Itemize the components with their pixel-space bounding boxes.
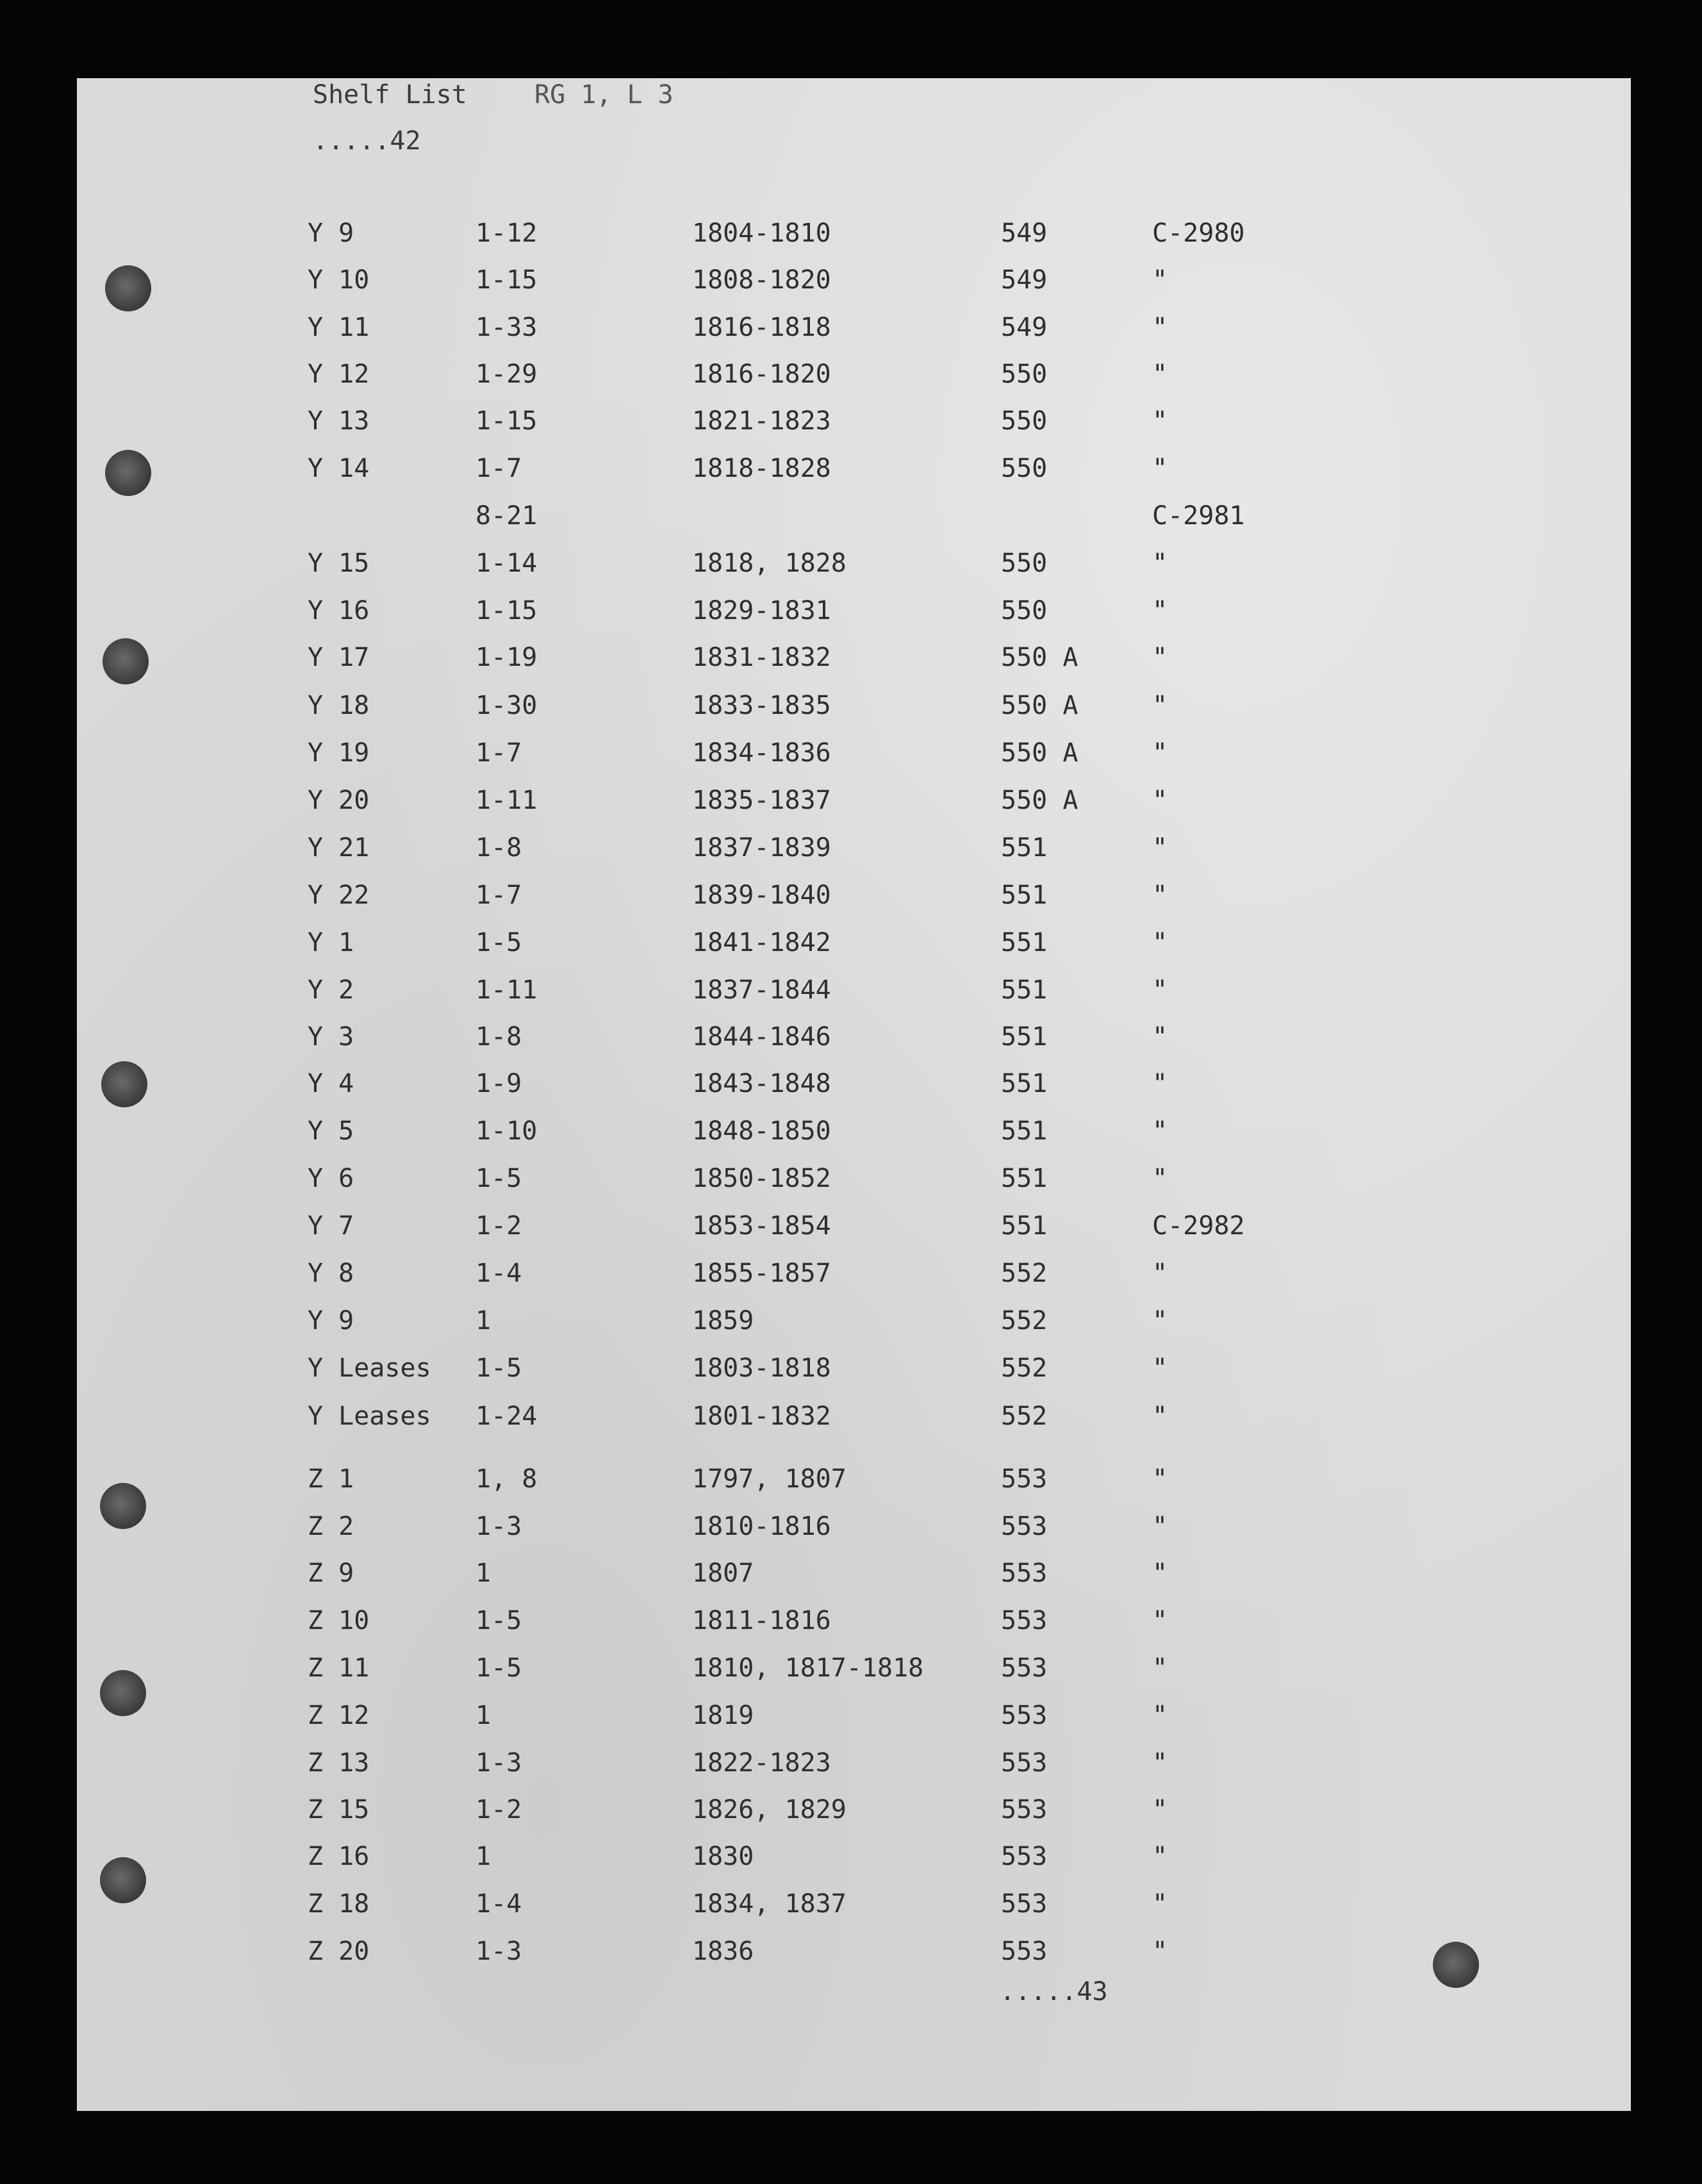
table-row <box>308 1258 1269 1289</box>
table-row <box>308 1116 1269 1146</box>
table-row <box>308 1605 1269 1636</box>
dates-cell: 1821-1823 <box>692 406 831 436</box>
range-cell: 1-19 <box>475 643 538 672</box>
reel-cell: " <box>1152 1116 1168 1146</box>
table-row <box>308 1794 1269 1825</box>
punch-hole <box>100 1483 146 1529</box>
item-cell: Y 10 <box>308 265 370 295</box>
item-cell: Z 18 <box>308 1889 370 1919</box>
range-cell: 1-5 <box>475 1653 522 1683</box>
box-cell: 553 <box>1001 1748 1048 1778</box>
item-cell: Y 7 <box>308 1211 354 1241</box>
reel-cell: " <box>1152 1653 1168 1683</box>
box-cell: 551 <box>1001 928 1048 957</box>
reel-cell: " <box>1152 1353 1168 1383</box>
table-row <box>308 1936 1269 1967</box>
dates-cell: 1816-1820 <box>692 360 831 389</box>
item-cell: Z 20 <box>308 1937 370 1966</box>
range-cell: 1 <box>475 1559 492 1588</box>
box-cell: 549 <box>1001 219 1048 248</box>
reel-cell: C-2981 <box>1152 501 1245 531</box>
punch-hole <box>103 638 149 684</box>
dates-cell: 1834, 1837 <box>692 1889 847 1919</box>
item-cell: Z 1 <box>308 1464 354 1494</box>
range-cell: 1-4 <box>475 1259 522 1288</box>
box-cell: 553 <box>1001 1842 1048 1871</box>
reel-cell: " <box>1152 691 1168 720</box>
box-cell: 553 <box>1001 1559 1048 1588</box>
table-row <box>308 690 1269 721</box>
dates-cell: 1810, 1817-1818 <box>692 1653 924 1683</box>
item-cell: Y 3 <box>308 1022 354 1052</box>
table-row <box>308 265 1269 295</box>
box-cell: 551 <box>1001 975 1048 1005</box>
reel-cell: " <box>1152 1512 1168 1541</box>
item-cell: Y 18 <box>308 691 370 720</box>
reel-cell: " <box>1152 1259 1168 1288</box>
range-cell: 1-2 <box>475 1211 522 1241</box>
range-cell: 1-8 <box>475 1022 522 1052</box>
reel-cell: " <box>1152 738 1168 768</box>
dates-cell: 1818-1828 <box>692 454 831 483</box>
box-cell: 551 <box>1001 1069 1048 1098</box>
box-cell: 552 <box>1001 1402 1048 1431</box>
range-cell: 1 <box>475 1842 492 1871</box>
dates-cell: 1803-1818 <box>692 1353 831 1383</box>
box-cell: 553 <box>1001 1464 1048 1494</box>
punch-hole <box>1433 1942 1479 1988</box>
table-row <box>308 1211 1269 1241</box>
table-row <box>308 1305 1269 1336</box>
reel-cell: " <box>1152 1402 1168 1431</box>
item-cell: Y 4 <box>308 1069 354 1098</box>
table-row <box>308 880 1269 911</box>
box-cell: 552 <box>1001 1353 1048 1383</box>
reel-cell: " <box>1152 643 1168 672</box>
dates-cell: 1853-1854 <box>692 1211 831 1241</box>
range-cell: 1-5 <box>475 1606 522 1635</box>
item-cell: Z 15 <box>308 1795 370 1824</box>
reel-cell: C-2982 <box>1152 1211 1245 1241</box>
dates-cell: 1843-1848 <box>692 1069 831 1098</box>
range-cell: 1-5 <box>475 928 522 957</box>
item-cell: Y 11 <box>308 313 370 342</box>
item-cell: Y 5 <box>308 1116 354 1146</box>
dates-cell: 1816-1818 <box>692 313 831 342</box>
range-cell: 1-2 <box>475 1795 522 1824</box>
reel-cell: " <box>1152 454 1168 483</box>
reel-cell: " <box>1152 1842 1168 1871</box>
dates-cell: 1829-1831 <box>692 596 831 625</box>
range-cell: 1-3 <box>475 1748 522 1778</box>
table-row <box>308 218 1269 249</box>
dates-cell: 1839-1840 <box>692 881 831 910</box>
range-cell: 1-15 <box>475 596 538 625</box>
table-row <box>308 548 1269 579</box>
punch-hole <box>105 450 151 496</box>
range-cell: 1-11 <box>475 975 538 1005</box>
item-cell: Y 16 <box>308 596 370 625</box>
box-cell: 551 <box>1001 1211 1048 1241</box>
reel-cell: " <box>1152 406 1168 436</box>
range-cell: 1-33 <box>475 313 538 342</box>
dates-cell: 1830 <box>692 1842 754 1871</box>
box-cell: 550 <box>1001 454 1048 483</box>
item-cell: Y 6 <box>308 1164 354 1193</box>
range-cell: 8-21 <box>475 501 538 531</box>
range-cell: 1-9 <box>475 1069 522 1098</box>
box-cell: 550 <box>1001 596 1048 625</box>
reel-cell: " <box>1152 1795 1168 1824</box>
item-cell: Z 11 <box>308 1653 370 1683</box>
table-row <box>308 1653 1269 1684</box>
punch-hole <box>100 1857 146 1903</box>
item-cell: Y 2 <box>308 975 354 1005</box>
punch-hole <box>100 1670 146 1716</box>
table-row <box>308 1841 1269 1872</box>
item-cell: Y 9 <box>308 1306 354 1336</box>
item-cell: Y 12 <box>308 360 370 389</box>
table-row <box>308 500 1269 531</box>
range-cell: 1-7 <box>475 738 522 768</box>
item-cell: Z 9 <box>308 1559 354 1588</box>
table-row <box>308 1558 1269 1589</box>
range-cell: 1-30 <box>475 691 538 720</box>
box-cell: 552 <box>1001 1259 1048 1288</box>
table-row <box>308 1464 1269 1494</box>
item-cell: Y 14 <box>308 454 370 483</box>
range-cell: 1-15 <box>475 406 538 436</box>
reel-cell: " <box>1152 975 1168 1005</box>
dates-cell: 1837-1844 <box>692 975 831 1005</box>
page-title: Shelf List <box>313 80 467 110</box>
punch-hole <box>105 265 151 311</box>
reel-cell: " <box>1152 928 1168 957</box>
table-row <box>308 975 1269 1005</box>
dates-cell: 1833-1835 <box>692 691 831 720</box>
box-cell: 552 <box>1001 1306 1048 1336</box>
reel-cell: " <box>1152 1937 1168 1966</box>
dates-cell: 1859 <box>692 1306 754 1336</box>
dates-cell: 1810-1816 <box>692 1512 831 1541</box>
dates-cell: 1831-1832 <box>692 643 831 672</box>
item-cell: Z 2 <box>308 1512 354 1541</box>
table-row <box>308 642 1269 673</box>
dates-cell: 1837-1839 <box>692 833 831 863</box>
box-cell: 551 <box>1001 1116 1048 1146</box>
item-cell: Y 1 <box>308 928 354 957</box>
item-cell: Z 16 <box>308 1842 370 1871</box>
reel-cell: " <box>1152 1069 1168 1098</box>
item-cell: Y 9 <box>308 219 354 248</box>
table-row <box>308 738 1269 768</box>
box-cell: 549 <box>1001 265 1048 295</box>
range-cell: 1-3 <box>475 1937 522 1966</box>
item-cell: Y Leases <box>308 1353 431 1383</box>
range-cell: 1-24 <box>475 1402 538 1431</box>
dates-cell: 1836 <box>692 1937 754 1966</box>
item-cell: Y 17 <box>308 643 370 672</box>
table-row <box>308 1401 1269 1432</box>
table-row <box>308 1068 1269 1099</box>
table-row <box>308 1022 1269 1052</box>
table-row <box>308 1163 1269 1194</box>
box-cell: 551 <box>1001 833 1048 863</box>
item-cell: Z 13 <box>308 1748 370 1778</box>
reel-cell: " <box>1152 1606 1168 1635</box>
punch-hole <box>101 1061 147 1107</box>
dates-cell: 1848-1850 <box>692 1116 831 1146</box>
box-cell: 550 A <box>1001 643 1078 672</box>
box-cell: 553 <box>1001 1889 1048 1919</box>
reel-cell: " <box>1152 833 1168 863</box>
reel-cell: " <box>1152 549 1168 578</box>
dates-cell: 1819 <box>692 1701 754 1730</box>
dates-cell: 1808-1820 <box>692 265 831 295</box>
range-cell: 1 <box>475 1701 492 1730</box>
reel-cell: " <box>1152 1748 1168 1778</box>
dates-cell: 1811-1816 <box>692 1606 831 1635</box>
reel-cell: " <box>1152 1164 1168 1193</box>
record-group-ref: RG 1, L 3 <box>534 80 673 110</box>
reel-cell: " <box>1152 1022 1168 1052</box>
range-cell: 1-15 <box>475 265 538 295</box>
table-row <box>308 1353 1269 1384</box>
dates-cell: 1804-1810 <box>692 219 831 248</box>
range-cell: 1-10 <box>475 1116 538 1146</box>
dates-cell: 1797, 1807 <box>692 1464 847 1494</box>
dates-cell: 1844-1846 <box>692 1022 831 1052</box>
item-cell: Y 15 <box>308 549 370 578</box>
box-cell: 551 <box>1001 1022 1048 1052</box>
next-page-number: .....43 <box>1000 1977 1108 2006</box>
reel-cell: " <box>1152 360 1168 389</box>
range-cell: 1-5 <box>475 1353 522 1383</box>
range-cell: 1-11 <box>475 786 538 815</box>
box-cell: 553 <box>1001 1795 1048 1824</box>
reel-cell: " <box>1152 265 1168 295</box>
item-cell: Y 21 <box>308 833 370 863</box>
box-cell: 553 <box>1001 1606 1048 1635</box>
dates-cell: 1850-1852 <box>692 1164 831 1193</box>
box-cell: 551 <box>1001 1164 1048 1193</box>
dates-cell: 1822-1823 <box>692 1748 831 1778</box>
dates-cell: 1834-1836 <box>692 738 831 768</box>
box-cell: 550 A <box>1001 738 1078 768</box>
table-row <box>308 1889 1269 1919</box>
table-row <box>308 406 1269 436</box>
dates-cell: 1855-1857 <box>692 1259 831 1288</box>
reel-cell: " <box>1152 1889 1168 1919</box>
reel-cell: " <box>1152 1306 1168 1336</box>
range-cell: 1-12 <box>475 219 538 248</box>
box-cell: 553 <box>1001 1701 1048 1730</box>
box-cell: 550 <box>1001 360 1048 389</box>
table-row <box>308 1748 1269 1778</box>
dates-cell: 1801-1832 <box>692 1402 831 1431</box>
reel-cell: " <box>1152 881 1168 910</box>
table-row <box>308 1700 1269 1731</box>
item-cell: Z 12 <box>308 1701 370 1730</box>
item-cell: Y 20 <box>308 786 370 815</box>
dates-cell: 1818, 1828 <box>692 549 847 578</box>
item-cell: Y 8 <box>308 1259 354 1288</box>
box-cell: 550 <box>1001 406 1048 436</box>
box-cell: 551 <box>1001 881 1048 910</box>
dates-cell: 1807 <box>692 1559 754 1588</box>
range-cell: 1-7 <box>475 454 522 483</box>
table-row <box>308 785 1269 816</box>
table-row <box>308 1511 1269 1542</box>
table-row <box>308 453 1269 484</box>
dates-cell: 1835-1837 <box>692 786 831 815</box>
reel-cell: " <box>1152 786 1168 815</box>
reel-cell: " <box>1152 596 1168 625</box>
item-cell: Y 13 <box>308 406 370 436</box>
reel-cell: C-2980 <box>1152 219 1245 248</box>
reel-cell: " <box>1152 313 1168 342</box>
range-cell: 1-7 <box>475 881 522 910</box>
dates-cell: 1841-1842 <box>692 928 831 957</box>
box-cell: 550 <box>1001 549 1048 578</box>
item-cell: Y Leases <box>308 1402 431 1431</box>
table-row <box>308 832 1269 863</box>
reel-cell: " <box>1152 1701 1168 1730</box>
box-cell: 550 A <box>1001 786 1078 815</box>
item-cell: Y 22 <box>308 881 370 910</box>
range-cell: 1-4 <box>475 1889 522 1919</box>
box-cell: 553 <box>1001 1937 1048 1966</box>
range-cell: 1-3 <box>475 1512 522 1541</box>
range-cell: 1-8 <box>475 833 522 863</box>
reel-cell: " <box>1152 1559 1168 1588</box>
item-cell: Z 10 <box>308 1606 370 1635</box>
range-cell: 1-14 <box>475 549 538 578</box>
range-cell: 1, 8 <box>475 1464 538 1494</box>
dates-cell: 1826, 1829 <box>692 1795 847 1824</box>
box-cell: 549 <box>1001 313 1048 342</box>
previous-page-number: .....42 <box>313 126 421 156</box>
item-cell: Y 19 <box>308 738 370 768</box>
reel-cell: " <box>1152 1464 1168 1494</box>
table-row <box>308 312 1269 343</box>
range-cell: 1-5 <box>475 1164 522 1193</box>
box-cell: 553 <box>1001 1512 1048 1541</box>
table-row <box>308 595 1269 626</box>
box-cell: 553 <box>1001 1653 1048 1683</box>
box-cell: 550 A <box>1001 691 1078 720</box>
range-cell: 1-29 <box>475 360 538 389</box>
range-cell: 1 <box>475 1306 492 1336</box>
table-row <box>308 927 1269 958</box>
table-row <box>308 359 1269 390</box>
